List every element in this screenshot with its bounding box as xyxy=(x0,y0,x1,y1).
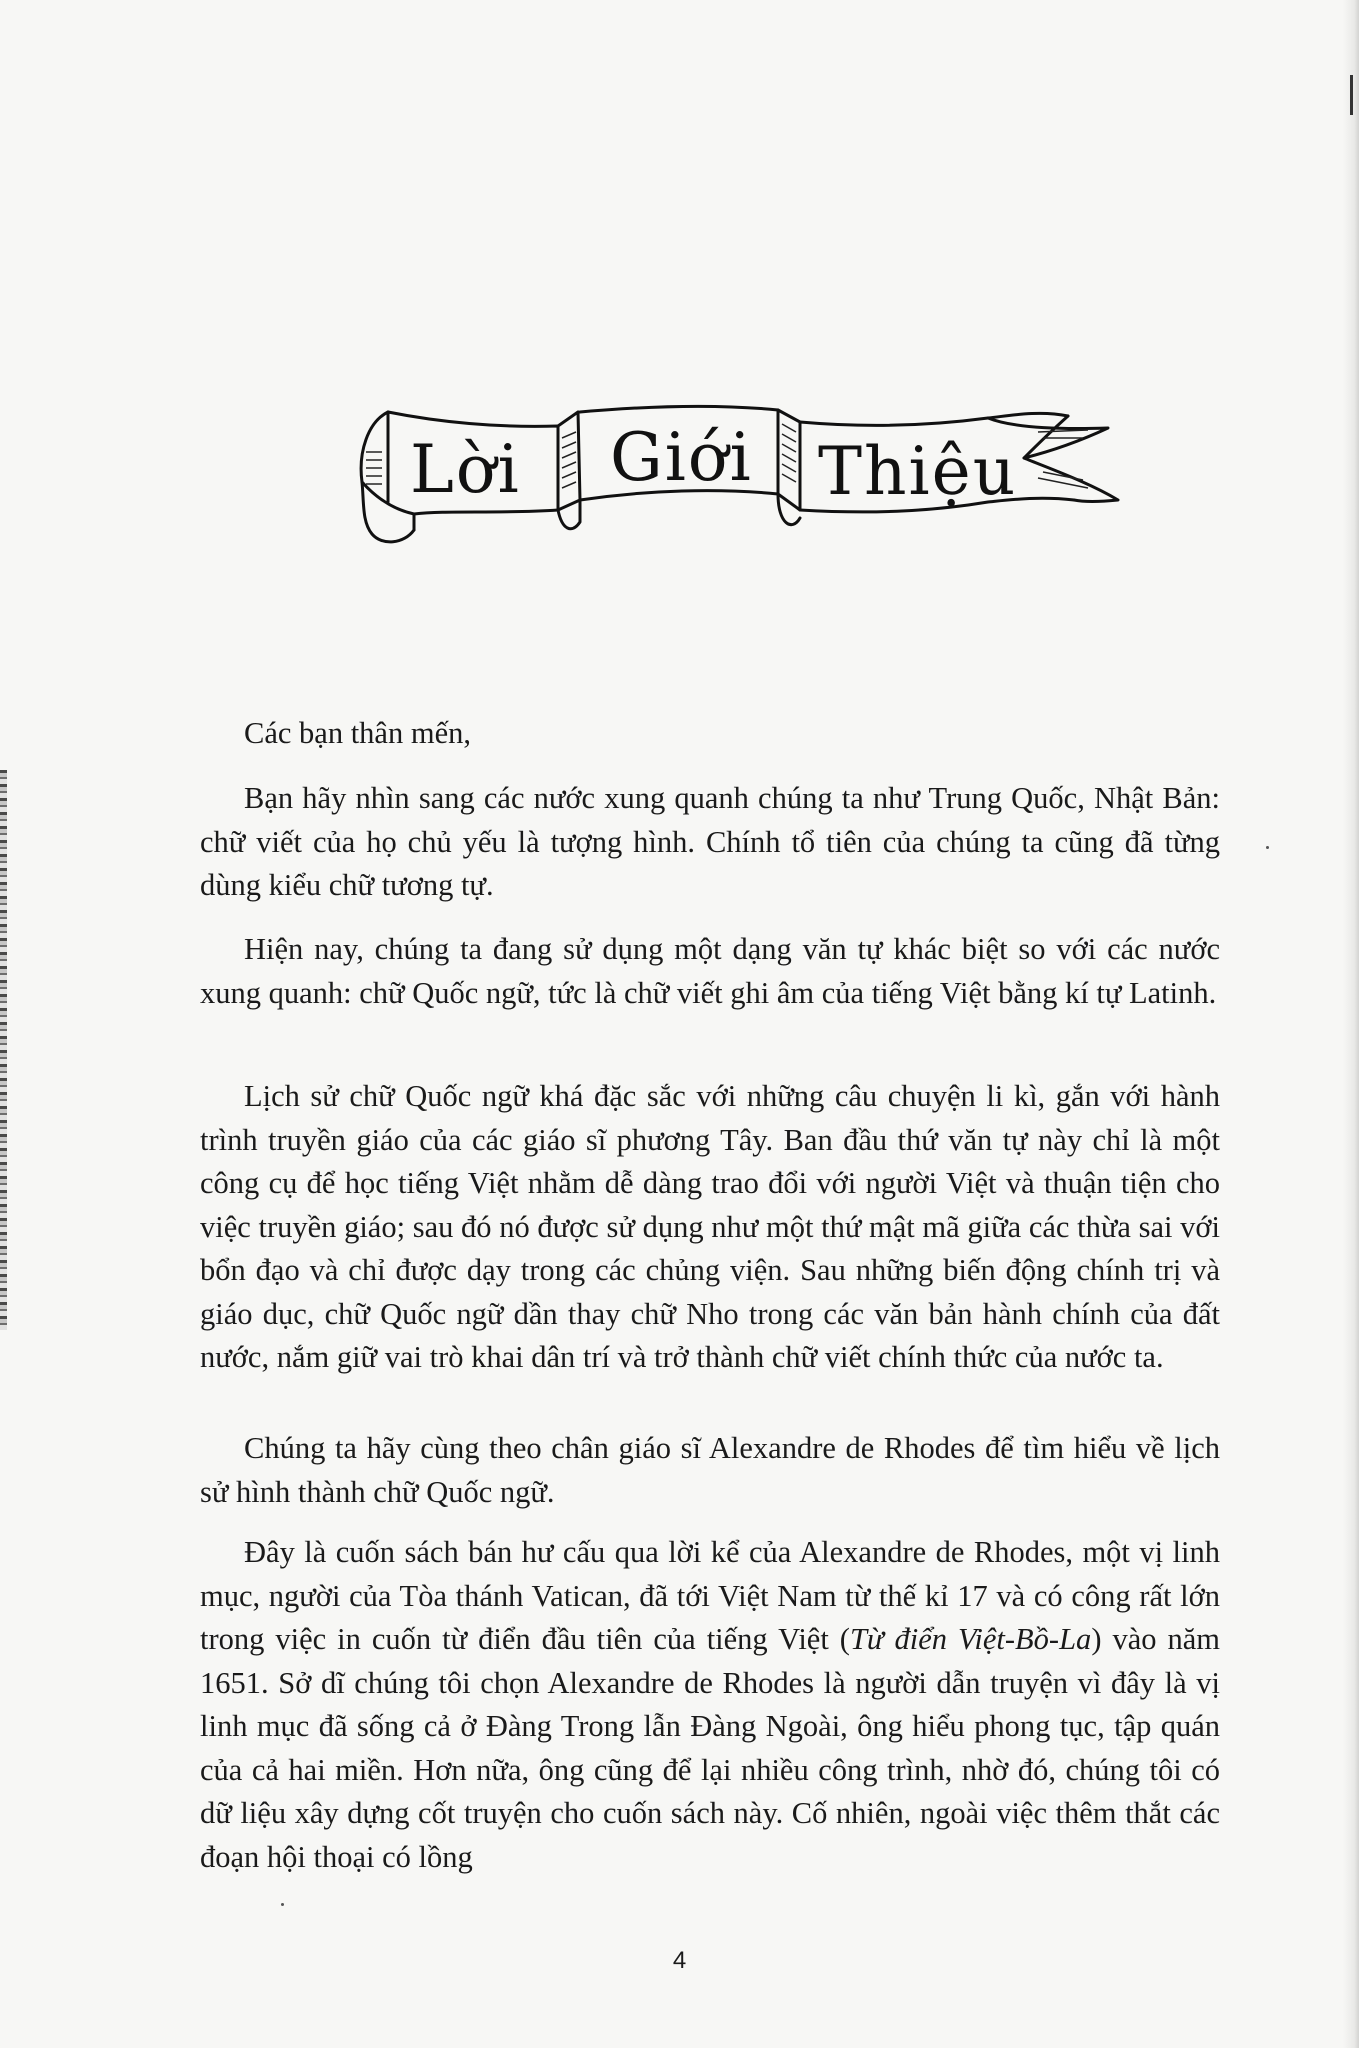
paragraph-5-text-a: Đây là cuốn sách bán hư cấu qua lời kể của Alexandre de Rhodes, một vị linh mục, người của Tòa thánh Vatican, đã tới Việt Nam từ thế kỉ 17 và có công rất lớn trong việc in cuốn từ điển đầu tiên của tiếng Việt ( xyxy=(200,1535,1220,1656)
scroll-ribbon-illustration xyxy=(348,382,1128,562)
page-number: 4 xyxy=(672,1947,687,1974)
salutation: Các bạn thân mến, xyxy=(244,716,471,750)
page-edge-left xyxy=(0,770,7,1330)
paragraph-2: Hiện nay, chúng ta đang sử dụng một dạng văn tự khác biệt so với các nước xung quanh: chữ Quốc ngữ, tức là chữ viết ghi âm của tiếng Việt bằng kí tự Latinh. xyxy=(200,932,1220,1010)
paragraph-1: Bạn hãy nhìn sang các nước xung quanh chúng ta như Trung Quốc, Nhật Bản: chữ viết của họ chủ yếu là tượng hình. Chính tổ tiên của chúng ta cũng đã từng dùng kiểu chữ tương tự. xyxy=(200,781,1220,902)
banner-word-2: Giới xyxy=(610,419,753,496)
banner-word-3: Thiệu xyxy=(818,433,1018,510)
banner-word-1: Lời xyxy=(410,431,521,508)
ink-speck xyxy=(281,1903,284,1906)
page-edge-right xyxy=(1343,0,1359,2048)
ink-speck xyxy=(1266,846,1269,849)
paragraph-3: Lịch sử chữ Quốc ngữ khá đặc sắc với những câu chuyện li kì, gắn với hành trình truyền giáo của các giáo sĩ phương Tây. Ban đầu thứ văn tự này chỉ là một công cụ để học tiếng Việt nhằm dễ dàng trao đổi với người Việt và thuận tiện cho việc truyền giáo; sau đó nó được sử dụng như một thứ mật mã giữa các thừa sai với bổn đạo và chỉ được dạy trong các chủng viện. Sau những biến động chính trị và giáo dục, chữ Quốc ngữ dần thay chữ Nho trong các văn bản hành chính của đất nước, nắm giữ vai trò khai dân trí và trở thành chữ viết chính thức của nước ta. xyxy=(200,1079,1220,1374)
dictionary-title: Từ điển Việt-Bồ-La xyxy=(849,1622,1092,1656)
chapter-title-banner xyxy=(348,382,1128,562)
paragraph-5-text-b: ) vào năm 1651. Sở dĩ chúng tôi chọn Alexandre de Rhodes là người dẫn truyện vì đây là vị linh mục đã sống cả ở Đàng Trong lẫn Đàng Ngoài, ông hiểu phong tục, tập quán của cả hai miền. Hơn nữa, ông cũng để lại nhiều công trình, nhờ đó, chúng tôi có dữ liệu xây dựng cốt truyện cho cuốn sách này. Cố nhiên, ngoài việc thêm thắt các đoạn hội thoại có lồng xyxy=(200,1622,1220,1874)
paragraph-4: Chúng ta hãy cùng theo chân giáo sĩ Alexandre de Rhodes để tìm hiểu về lịch sử hình thành chữ Quốc ngữ. xyxy=(200,1431,1220,1509)
paragraph-5 xyxy=(200,1531,1220,1879)
page-edge-mark xyxy=(1350,75,1353,115)
